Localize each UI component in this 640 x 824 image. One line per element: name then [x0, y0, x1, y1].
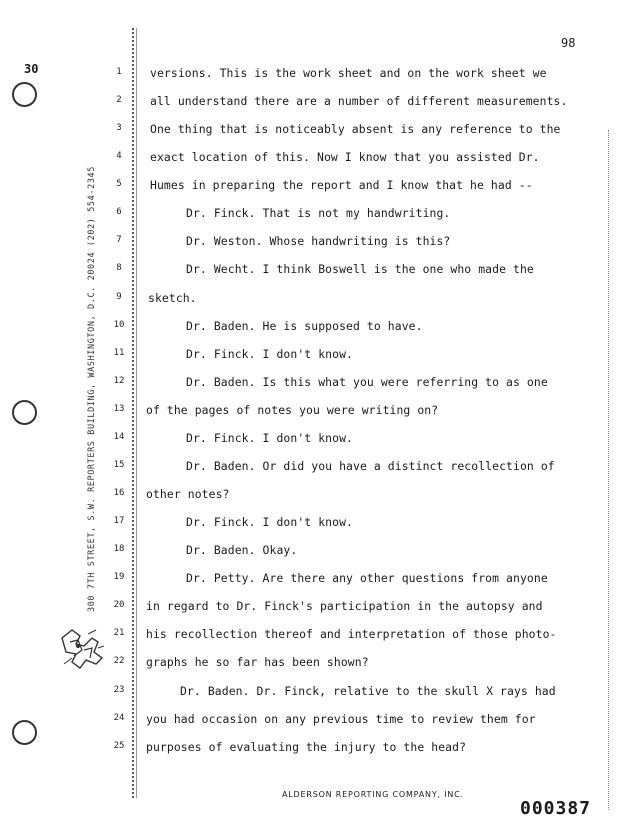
line-number: 11 [113, 348, 125, 358]
transcript-line: Dr. Baden. Okay. [186, 543, 298, 557]
transcript-line: Dr. Baden. Is this what you were referring to as one [186, 375, 548, 389]
reporter-seal-emblem [58, 624, 108, 674]
transcript-line: Dr. Wecht. I think Boswell is the one who made the [186, 262, 534, 276]
sheet-number: 30 [24, 62, 39, 76]
line-number: 18 [113, 544, 125, 554]
binder-hole-top [12, 82, 37, 107]
transcript-line: Dr. Baden. He is supposed to have. [186, 319, 423, 333]
line-number: 13 [113, 404, 125, 414]
transcript-line: all understand there are a number of different measurements. [150, 94, 568, 108]
transcript-line: One thing that is noticeably absent is any reference to the [150, 122, 561, 136]
line-number: 24 [113, 713, 125, 723]
line-number: 3 [116, 123, 122, 133]
line-number: 17 [113, 516, 125, 526]
transcript-line: Dr. Petty. Are there any other questions from anyone [186, 571, 548, 585]
reporter-address: 300 7TH STREET, S.W. REPORTERS BUILDING, WASHINGTON, D.C. 20024 (202) 554-2345 [87, 166, 97, 612]
line-number: 21 [113, 628, 125, 638]
transcript-line: Humes in preparing the report and I know that he had -- [150, 178, 533, 192]
transcript-line: Dr. Baden. Or did you have a distinct recollection of [186, 459, 555, 473]
right-margin-rule [608, 130, 609, 810]
line-number: 15 [113, 460, 125, 470]
line-number: 1 [116, 67, 122, 77]
transcript-line: his recollection thereof and interpretation of those photo- [146, 627, 557, 641]
transcript-line: you had occasion on any previous time to review them for [146, 712, 536, 726]
line-number: 14 [113, 432, 125, 442]
line-number: 23 [113, 685, 125, 695]
line-number: 16 [113, 488, 125, 498]
page-number: 98 [561, 36, 576, 50]
line-number: 25 [113, 741, 125, 751]
margin-rule-inner [136, 28, 137, 798]
transcript-line: of the pages of notes you were writing on? [146, 403, 439, 417]
transcript-line: versions. This is the work sheet and on the work sheet we [150, 66, 547, 80]
document-number: 000387 [520, 798, 592, 819]
line-number: 5 [116, 179, 122, 189]
transcript-line: exact location of this. Now I know that you assisted Dr. [150, 150, 540, 164]
binder-hole-middle [12, 400, 37, 425]
margin-rule [132, 28, 134, 798]
line-number: 19 [113, 572, 125, 582]
line-number: 10 [113, 320, 125, 330]
transcript-line: Dr. Finck. I don't know. [186, 431, 353, 445]
line-number: 22 [113, 656, 125, 666]
line-number: 2 [116, 95, 122, 105]
transcript-line: Dr. Finck. I don't know. [186, 515, 353, 529]
transcript-line: Dr. Finck. That is not my handwriting. [186, 206, 451, 220]
line-number: 20 [113, 600, 125, 610]
line-number: 6 [116, 207, 122, 217]
line-number: 9 [116, 292, 122, 302]
reporter-footer: ALDERSON REPORTING COMPANY, INC. [282, 790, 464, 799]
line-number: 4 [116, 151, 122, 161]
line-number: 8 [116, 263, 122, 273]
transcript-line: other notes? [146, 487, 230, 501]
transcript-line: Dr. Finck. I don't know. [186, 347, 353, 361]
line-number: 12 [113, 376, 125, 386]
transcript-line: Dr. Weston. Whose handwriting is this? [186, 234, 451, 248]
transcript-line: sketch. [148, 291, 197, 305]
line-number: 7 [116, 235, 122, 245]
binder-hole-bottom [12, 720, 37, 745]
transcript-line: purposes of evaluating the injury to the head? [146, 740, 467, 754]
transcript-line: graphs he so far has been shown? [146, 655, 369, 669]
transcript-line: in regard to Dr. Finck's participation in the autopsy and [146, 599, 543, 613]
transcript-line: Dr. Baden. Dr. Finck, relative to the skull X rays had [180, 684, 556, 698]
